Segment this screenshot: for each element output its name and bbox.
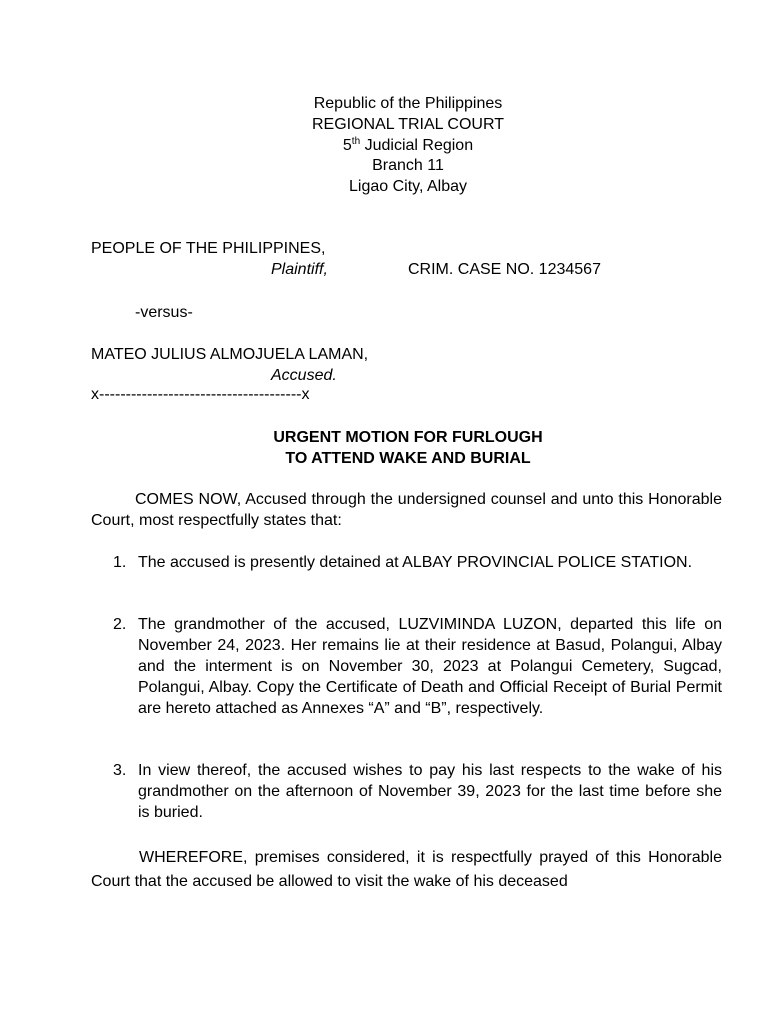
list-item <box>113 760 722 823</box>
list-item-text: The accused is presently detained at ALBAY PROVINCIAL POLICE STATION. <box>138 554 693 571</box>
list-item-text: In view thereof, the accused wishes to pay his last respects to the wake of his grandmother on the afternoon of November 39, 2023 for the last time before she is buried. <box>138 762 722 821</box>
list-item-number: 2. <box>113 616 127 633</box>
case-number: CRIM. CASE NO. 1234567 <box>408 261 601 278</box>
list-item <box>113 614 722 719</box>
region-label: Judicial Region <box>360 137 474 154</box>
header-region <box>0 135 768 156</box>
motion-title-line2: TO ATTEND WAKE AND BURIAL <box>285 450 531 467</box>
versus-label: -versus- <box>135 304 193 321</box>
region-number: 5 <box>342 137 352 154</box>
header-location: Ligao City, Albay <box>349 178 467 195</box>
header-republic: Republic of the Philippines <box>313 95 503 112</box>
plaintiff-role: Plaintiff, <box>271 261 328 278</box>
prayer-paragraph: WHEREFORE, premises considered, it is respectfully prayed of this Honorable Court that the accused be allowed to visit the wake of his deceased <box>91 849 722 890</box>
header-court: REGIONAL TRIAL COURT <box>311 116 505 133</box>
header-branch: Branch 11 <box>372 157 444 174</box>
intro-paragraph: COMES NOW, Accused through the undersigned counsel and unto this Honorable Court, most respectfully states that: <box>91 491 722 529</box>
accused-role: Accused. <box>271 367 337 384</box>
list-item-number: 1. <box>113 554 127 571</box>
motion-title-line1: URGENT MOTION FOR FURLOUGH <box>273 429 543 446</box>
plaintiff-name: PEOPLE OF THE PHILIPPINES, <box>91 240 326 257</box>
list-item-number: 3. <box>113 762 127 779</box>
list-item <box>113 552 722 573</box>
caption-separator: x--------------------------------------x <box>91 386 310 403</box>
list-item-text: The grandmother of the accused, LUZVIMINDA LUZON, departed this life on November 24, 2023. Her remains lie at their residence at Basud, Polangui, Albay and the interment is on November 30, 2023 at Polangui Cemetery, Sugcad, Polangui, Albay. Copy the Certificate of Death and Official Receipt of Burial Permit are hereto attached as Annexes “A” and “B”, respectively. <box>138 616 722 717</box>
region-ordinal: th <box>351 136 361 147</box>
accused-name: MATEO JULIUS ALMOJUELA LAMAN, <box>91 346 369 363</box>
